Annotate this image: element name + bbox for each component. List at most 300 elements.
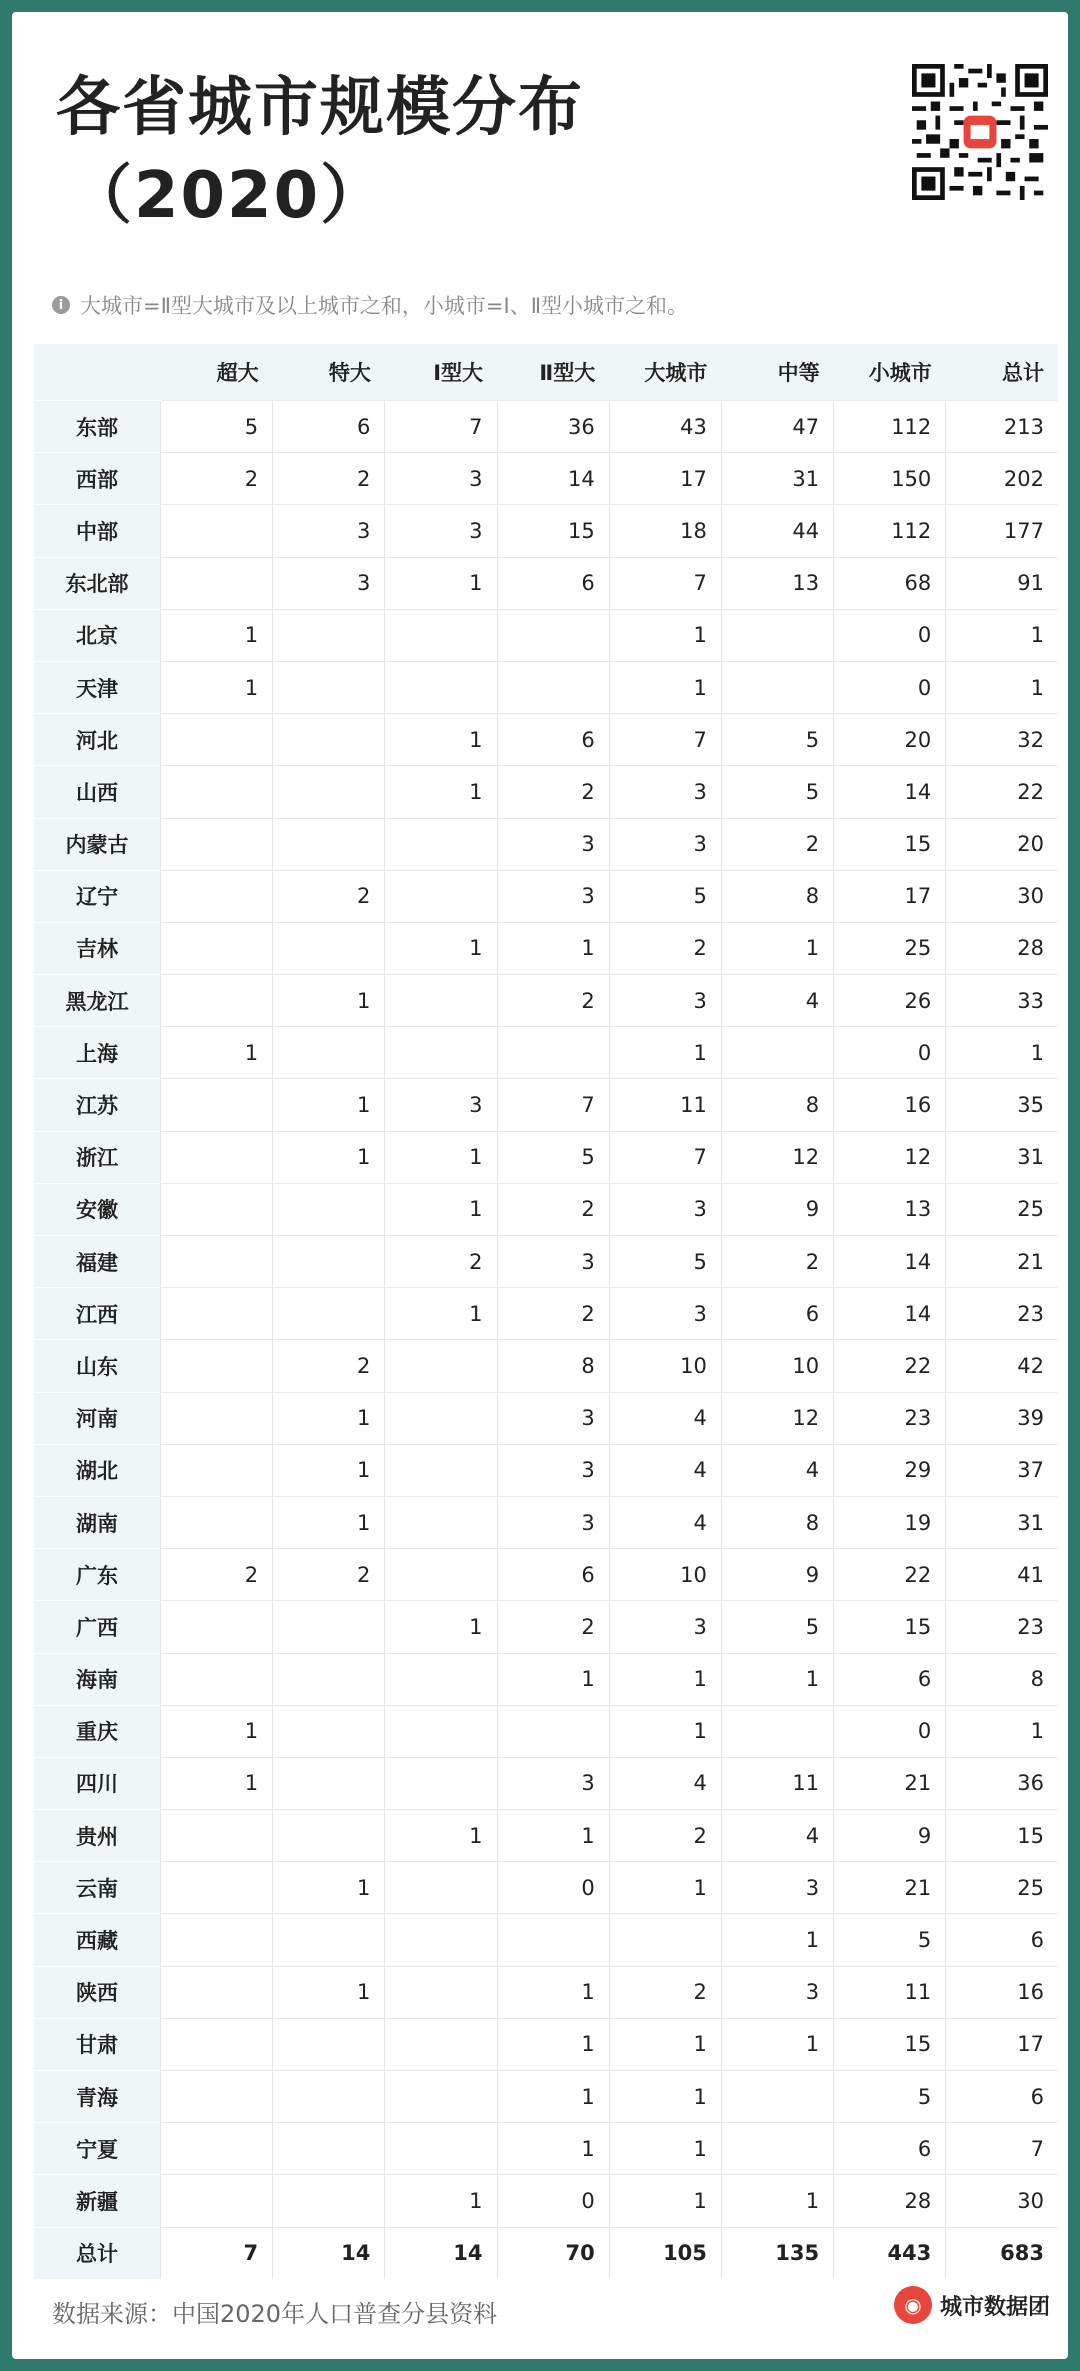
- table-cell: [273, 609, 385, 661]
- region-name: 重庆: [34, 1705, 160, 1757]
- table-cell: [385, 1862, 497, 1914]
- table-cell: [273, 1810, 385, 1862]
- table-cell: [160, 1392, 272, 1444]
- table-cell: 1: [273, 1966, 385, 2018]
- table-cell: 1: [609, 1027, 721, 1079]
- table-cell: 1: [497, 1966, 609, 2018]
- table-cell: 2: [160, 1549, 272, 1601]
- table-row: [34, 1966, 1058, 2018]
- region-name: 贵州: [34, 1810, 160, 1862]
- page-title: [56, 64, 584, 240]
- table-cell: 15: [834, 818, 946, 870]
- table-cell: 112: [834, 505, 946, 557]
- table-cell: 41: [946, 1549, 1058, 1601]
- table-cell: 1: [609, 2071, 721, 2123]
- table-cell: [273, 922, 385, 974]
- table-cell: 1: [721, 922, 833, 974]
- table-cell: 31: [946, 1496, 1058, 1548]
- table-cell: [160, 1601, 272, 1653]
- footnote: [52, 290, 688, 320]
- table-cell: 2: [497, 1183, 609, 1235]
- table-cell: 9: [834, 1810, 946, 1862]
- table-cell: 17: [834, 870, 946, 922]
- table-cell: [273, 1027, 385, 1079]
- table-row: [34, 1444, 1058, 1496]
- table-cell: 5: [160, 401, 272, 453]
- table-cell: [609, 1914, 721, 1966]
- table-row: [34, 818, 1058, 870]
- table-cell: [160, 766, 272, 818]
- table-row: [34, 1653, 1058, 1705]
- table-cell: 1: [273, 975, 385, 1027]
- table-cell: [160, 2175, 272, 2227]
- region-name: 甘肃: [34, 2018, 160, 2070]
- region-name: 江苏: [34, 1079, 160, 1131]
- table-cell: 16: [834, 1079, 946, 1131]
- table-cell: [160, 1810, 272, 1862]
- region-name: 山西: [34, 766, 160, 818]
- table-cell: [273, 1757, 385, 1809]
- table-row: [34, 505, 1058, 557]
- table-cell: 1: [273, 1444, 385, 1496]
- table-cell: 7: [385, 401, 497, 453]
- table-cell: 1: [497, 1810, 609, 1862]
- table-cell: 1: [160, 1027, 272, 1079]
- region-name: 宁夏: [34, 2123, 160, 2175]
- table-cell: [721, 2071, 833, 2123]
- table-cell: 2: [609, 1966, 721, 2018]
- table-cell: [160, 2123, 272, 2175]
- table-cell: 3: [497, 1444, 609, 1496]
- table-cell: 1: [497, 1653, 609, 1705]
- table-cell: 29: [834, 1444, 946, 1496]
- table-cell: 3: [609, 766, 721, 818]
- region-name: 西藏: [34, 1914, 160, 1966]
- table-cell: 112: [834, 401, 946, 453]
- table-cell: 9: [721, 1549, 833, 1601]
- table-cell: 30: [946, 870, 1058, 922]
- table-row: [34, 1757, 1058, 1809]
- column-header: 特大: [273, 344, 385, 401]
- region-name: 四川: [34, 1757, 160, 1809]
- table-cell: 8: [946, 1653, 1058, 1705]
- table-cell: 5: [609, 870, 721, 922]
- region-name: 陕西: [34, 1966, 160, 2018]
- table-cell: 31: [946, 1131, 1058, 1183]
- table-cell: 11: [721, 1757, 833, 1809]
- table-cell: 0: [834, 661, 946, 713]
- table-cell: [721, 1027, 833, 1079]
- table-cell: 43: [609, 401, 721, 453]
- table-cell: 12: [721, 1131, 833, 1183]
- table-row: [34, 1183, 1058, 1235]
- region-name: 内蒙古: [34, 818, 160, 870]
- table-row: [34, 2071, 1058, 2123]
- table-cell: 6: [834, 1653, 946, 1705]
- note-text: 大城市=Ⅱ型大城市及以上城市之和，小城市=Ⅰ、Ⅱ型小城市之和。: [80, 294, 689, 318]
- table-cell: 3: [609, 1183, 721, 1235]
- table-cell: 5: [721, 1601, 833, 1653]
- table-cell: 1: [273, 1862, 385, 1914]
- table-cell: 3: [609, 975, 721, 1027]
- table-row: [34, 922, 1058, 974]
- table-cell: 1: [385, 1183, 497, 1235]
- table-cell: [385, 818, 497, 870]
- table-cell: 1: [273, 1496, 385, 1548]
- table-cell: 2: [721, 1236, 833, 1288]
- table-cell: 0: [497, 1862, 609, 1914]
- table-cell: 0: [834, 1705, 946, 1757]
- table-cell: 6: [273, 401, 385, 453]
- region-name: 江西: [34, 1288, 160, 1340]
- column-header: 总计: [946, 344, 1058, 401]
- table-cell: [273, 2071, 385, 2123]
- table-cell: 8: [721, 1496, 833, 1548]
- table-cell: 1: [385, 714, 497, 766]
- table-cell: [160, 1496, 272, 1548]
- table-cell: [273, 1653, 385, 1705]
- table-cell: 22: [946, 766, 1058, 818]
- table-cell: 1: [609, 1653, 721, 1705]
- column-header: 小城市: [834, 344, 946, 401]
- table-row: [34, 1549, 1058, 1601]
- table-cell: 1: [946, 1027, 1058, 1079]
- table-cell: 1: [160, 609, 272, 661]
- table-cell: 3: [609, 1601, 721, 1653]
- table-cell: 0: [834, 609, 946, 661]
- table-cell: 683: [946, 2227, 1058, 2279]
- table-cell: [160, 870, 272, 922]
- table-cell: [385, 609, 497, 661]
- table-cell: 31: [721, 453, 833, 505]
- title-line-2: （2020）: [68, 159, 387, 233]
- table-row: [34, 1601, 1058, 1653]
- table-cell: [273, 2018, 385, 2070]
- table-cell: [160, 1862, 272, 1914]
- table-cell: [721, 609, 833, 661]
- table-cell: 2: [273, 1549, 385, 1601]
- table-row: [34, 1131, 1058, 1183]
- table-cell: 25: [946, 1183, 1058, 1235]
- table-cell: 6: [497, 557, 609, 609]
- table-cell: [160, 505, 272, 557]
- table-cell: 7: [609, 557, 721, 609]
- table-cell: [273, 1236, 385, 1288]
- region-name: 总计: [34, 2227, 160, 2279]
- table-cell: [273, 1183, 385, 1235]
- table-cell: 150: [834, 453, 946, 505]
- table-cell: 30: [946, 2175, 1058, 2227]
- table-cell: 2: [497, 1601, 609, 1653]
- table-cell: 3: [497, 1236, 609, 1288]
- table-cell: 20: [946, 818, 1058, 870]
- table-cell: [385, 661, 497, 713]
- table-cell: [497, 1705, 609, 1757]
- region-name: 北京: [34, 609, 160, 661]
- table-cell: [385, 1027, 497, 1079]
- table-cell: 10: [609, 1340, 721, 1392]
- table-cell: 2: [609, 922, 721, 974]
- region-name: 天津: [34, 661, 160, 713]
- table-cell: 6: [834, 2123, 946, 2175]
- table-row: [34, 2123, 1058, 2175]
- table-cell: [385, 1444, 497, 1496]
- table-cell: 1: [385, 766, 497, 818]
- table-cell: 14: [834, 1236, 946, 1288]
- table-row: [34, 1288, 1058, 1340]
- column-header: 中等: [721, 344, 833, 401]
- column-header: Ⅰ型大: [385, 344, 497, 401]
- table-cell: 1: [721, 1914, 833, 1966]
- table-cell: 14: [385, 2227, 497, 2279]
- table-cell: [385, 2018, 497, 2070]
- table-cell: 6: [721, 1288, 833, 1340]
- table-cell: 28: [834, 2175, 946, 2227]
- table-cell: 1: [721, 1653, 833, 1705]
- region-name: 广西: [34, 1601, 160, 1653]
- table-cell: 12: [721, 1392, 833, 1444]
- table-cell: 7: [609, 714, 721, 766]
- table-cell: [385, 1653, 497, 1705]
- table-cell: 3: [497, 1392, 609, 1444]
- table-row: [34, 1862, 1058, 1914]
- table-cell: 22: [834, 1340, 946, 1392]
- table-cell: 21: [834, 1862, 946, 1914]
- title-line-1: 各省城市规模分布: [56, 71, 584, 145]
- region-name: 安徽: [34, 1183, 160, 1235]
- table-cell: 11: [609, 1079, 721, 1131]
- table-cell: 2: [497, 975, 609, 1027]
- column-header: 超大: [160, 344, 272, 401]
- table-cell: 25: [946, 1862, 1058, 1914]
- table-cell: 1: [273, 1131, 385, 1183]
- table-cell: 10: [609, 1549, 721, 1601]
- table-cell: 6: [946, 2071, 1058, 2123]
- table-cell: 33: [946, 975, 1058, 1027]
- table-row: [34, 1340, 1058, 1392]
- table-cell: 70: [497, 2227, 609, 2279]
- data-source: 数据来源：中国2020年人口普查分县资料: [52, 2300, 498, 2328]
- table-cell: 42: [946, 1340, 1058, 1392]
- table-cell: 13: [834, 1183, 946, 1235]
- region-name: 河南: [34, 1392, 160, 1444]
- table-cell: 21: [946, 1236, 1058, 1288]
- region-name: 吉林: [34, 922, 160, 974]
- table-cell: [273, 1601, 385, 1653]
- table-cell: 8: [721, 1079, 833, 1131]
- table-cell: [385, 1392, 497, 1444]
- total-row: [34, 2227, 1058, 2279]
- table-cell: 17: [946, 2018, 1058, 2070]
- table-cell: 3: [273, 557, 385, 609]
- table-cell: 1: [721, 2018, 833, 2070]
- table-cell: 2: [273, 453, 385, 505]
- table-cell: 4: [721, 975, 833, 1027]
- table-header-row: [34, 344, 1058, 401]
- table-cell: 15: [497, 505, 609, 557]
- table-cell: [160, 1966, 272, 2018]
- table-cell: 6: [497, 1549, 609, 1601]
- table-cell: 1: [721, 2175, 833, 2227]
- table-cell: [385, 1966, 497, 2018]
- table-cell: 37: [946, 1444, 1058, 1496]
- table-row: [34, 2018, 1058, 2070]
- table-cell: 1: [160, 1757, 272, 1809]
- table-cell: 1: [385, 1601, 497, 1653]
- table-cell: 1: [273, 1079, 385, 1131]
- table-cell: 13: [721, 557, 833, 609]
- city-scale-table: [34, 344, 1058, 2279]
- table-cell: 2: [273, 1340, 385, 1392]
- region-name: 海南: [34, 1653, 160, 1705]
- table-cell: 12: [834, 1131, 946, 1183]
- table-cell: [385, 1496, 497, 1548]
- table-cell: [385, 870, 497, 922]
- table-row: [34, 1392, 1058, 1444]
- table-cell: 28: [946, 922, 1058, 974]
- table-row: [34, 975, 1058, 1027]
- table-cell: 1: [609, 2123, 721, 2175]
- table-cell: 16: [946, 1966, 1058, 2018]
- table-cell: 1: [497, 2018, 609, 2070]
- table-row: [34, 401, 1058, 453]
- table-cell: 8: [497, 1340, 609, 1392]
- table-cell: 443: [834, 2227, 946, 2279]
- table-cell: [721, 661, 833, 713]
- table-cell: 19: [834, 1496, 946, 1548]
- region-name: 福建: [34, 1236, 160, 1288]
- table-cell: [385, 1705, 497, 1757]
- table-cell: 1: [273, 1392, 385, 1444]
- table-cell: 15: [946, 1810, 1058, 1862]
- table-cell: [273, 661, 385, 713]
- table-cell: [160, 1340, 272, 1392]
- table-cell: [273, 2175, 385, 2227]
- table-cell: [160, 1444, 272, 1496]
- table-cell: 68: [834, 557, 946, 609]
- table-cell: [273, 1288, 385, 1340]
- table-cell: 0: [497, 2175, 609, 2227]
- table-cell: 7: [160, 2227, 272, 2279]
- table-row: [34, 2175, 1058, 2227]
- table-cell: 7: [497, 1079, 609, 1131]
- table-row: [34, 1027, 1058, 1079]
- table-row: [34, 1496, 1058, 1548]
- table-cell: 3: [609, 1288, 721, 1340]
- table-cell: [385, 2071, 497, 2123]
- table-row: [34, 609, 1058, 661]
- table-row: [34, 453, 1058, 505]
- table-row: [34, 714, 1058, 766]
- table-cell: 135: [721, 2227, 833, 2279]
- table-cell: [160, 818, 272, 870]
- table-cell: 1: [497, 2123, 609, 2175]
- table-cell: [385, 975, 497, 1027]
- region-name: 上海: [34, 1027, 160, 1079]
- brand-logo: [894, 2286, 1050, 2324]
- table-cell: 1: [385, 557, 497, 609]
- table-cell: [385, 2123, 497, 2175]
- region-name: 河北: [34, 714, 160, 766]
- table-cell: 2: [385, 1236, 497, 1288]
- table-cell: 3: [609, 818, 721, 870]
- table-cell: 6: [946, 1914, 1058, 1966]
- table-cell: 21: [834, 1757, 946, 1809]
- table-cell: 8: [721, 870, 833, 922]
- column-header: 大城市: [609, 344, 721, 401]
- region-name: 东北部: [34, 557, 160, 609]
- table-cell: 5: [834, 2071, 946, 2123]
- table-cell: 1: [385, 922, 497, 974]
- table-cell: [721, 2123, 833, 2175]
- qr-code-icon: [912, 64, 1048, 200]
- table-cell: 2: [721, 818, 833, 870]
- table-cell: 1: [385, 1810, 497, 1862]
- table-cell: 32: [946, 714, 1058, 766]
- table-cell: 4: [609, 1496, 721, 1548]
- table-cell: [385, 1914, 497, 1966]
- table-cell: 2: [497, 1288, 609, 1340]
- table-row: [34, 1079, 1058, 1131]
- table-cell: 36: [946, 1757, 1058, 1809]
- table-cell: [160, 1653, 272, 1705]
- table-cell: 3: [721, 1862, 833, 1914]
- table-cell: 3: [385, 505, 497, 557]
- table-cell: [273, 2123, 385, 2175]
- table-cell: [160, 2018, 272, 2070]
- region-name: 湖北: [34, 1444, 160, 1496]
- table-cell: 3: [385, 453, 497, 505]
- table-row: [34, 1236, 1058, 1288]
- table-cell: [273, 1914, 385, 1966]
- info-icon: i: [52, 296, 70, 314]
- table-cell: 91: [946, 557, 1058, 609]
- table-cell: 39: [946, 1392, 1058, 1444]
- table-cell: [497, 1914, 609, 1966]
- table-cell: [497, 609, 609, 661]
- table-cell: 5: [609, 1236, 721, 1288]
- table-cell: 23: [946, 1601, 1058, 1653]
- table-cell: [273, 1705, 385, 1757]
- table-cell: 44: [721, 505, 833, 557]
- table-cell: 15: [834, 1601, 946, 1653]
- region-name: 湖南: [34, 1496, 160, 1548]
- table-cell: 11: [834, 1966, 946, 2018]
- table-row: [34, 557, 1058, 609]
- table-cell: 1: [609, 1862, 721, 1914]
- table-cell: 7: [609, 1131, 721, 1183]
- table-cell: 4: [609, 1392, 721, 1444]
- table-cell: 26: [834, 975, 946, 1027]
- table-cell: 6: [497, 714, 609, 766]
- table-cell: [160, 1183, 272, 1235]
- table-cell: [160, 1236, 272, 1288]
- table-cell: [160, 2071, 272, 2123]
- table-cell: 18: [609, 505, 721, 557]
- table-row: [34, 870, 1058, 922]
- region-name: 黑龙江: [34, 975, 160, 1027]
- table-cell: 1: [609, 1705, 721, 1757]
- table-cell: [721, 1705, 833, 1757]
- region-name: 云南: [34, 1862, 160, 1914]
- table-cell: 14: [497, 453, 609, 505]
- region-name: 辽宁: [34, 870, 160, 922]
- table-row: [34, 1914, 1058, 1966]
- table-cell: 3: [497, 1757, 609, 1809]
- region-name: 广东: [34, 1549, 160, 1601]
- table-cell: 202: [946, 453, 1058, 505]
- table-cell: [160, 714, 272, 766]
